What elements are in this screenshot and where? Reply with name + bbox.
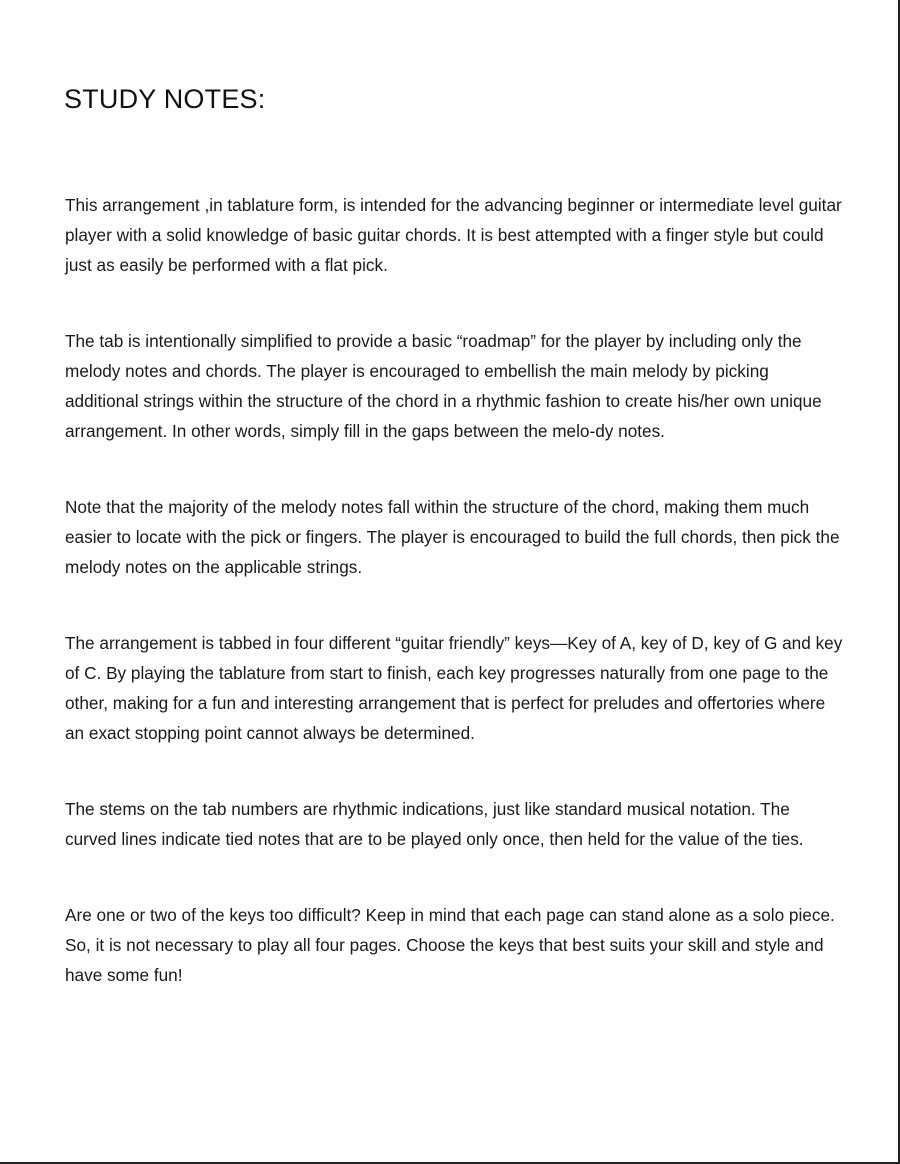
paragraph-chord-structure: Note that the majority of the melody notes fall within the structure of the chord, making them much easier to locate with the pick or fingers. The player is encouraged to build the full chords, then pick the melody notes on the applicable strings. [65,497,840,577]
paragraph-difficulty: Are one or two of the keys too difficult? Keep in mind that each page can stand alone as a solo piece. So, it is not necessary to play all four pages. Choose the keys that best suits your skill and style and have some fun! [65,905,835,985]
paragraph-keys: The arrangement is tabbed in four different “guitar friendly” keys—Key of A, key of D, key of G and key of C. By playing the tablature from start to finish, each key progresses naturally from one page to the other, making for a fun and interesting arrangement that is perfect for preludes and offertories where an exact stopping point cannot always be determined. [65,633,843,743]
page-title: STUDY NOTES: [64,84,266,114]
paragraph-roadmap: The tab is intentionally simplified to provide a basic “roadmap” for the player by including only the melody notes and chords. The player is encouraged to embellish the main melody by picking additional strings within the structure of the chord in a rhythmic fashion to create his/her own unique arrangement. In other words, simply fill in the gaps between the melo-dy notes. [65,331,822,441]
study-notes-body [65,190,845,1036]
paragraph-intro: This arrangement ,in tablature form, is intended for the advancing beginner or intermediate level guitar player with a solid knowledge of basic guitar chords. It is best attempted with a finger style but could just as easily be performed with a flat pick. [65,195,842,275]
paragraph-stems: The stems on the tab numbers are rhythmic indications, just like standard musical notation. The curved lines indicate tied notes that are to be played only once, then held for the value of the ties. [65,799,804,849]
